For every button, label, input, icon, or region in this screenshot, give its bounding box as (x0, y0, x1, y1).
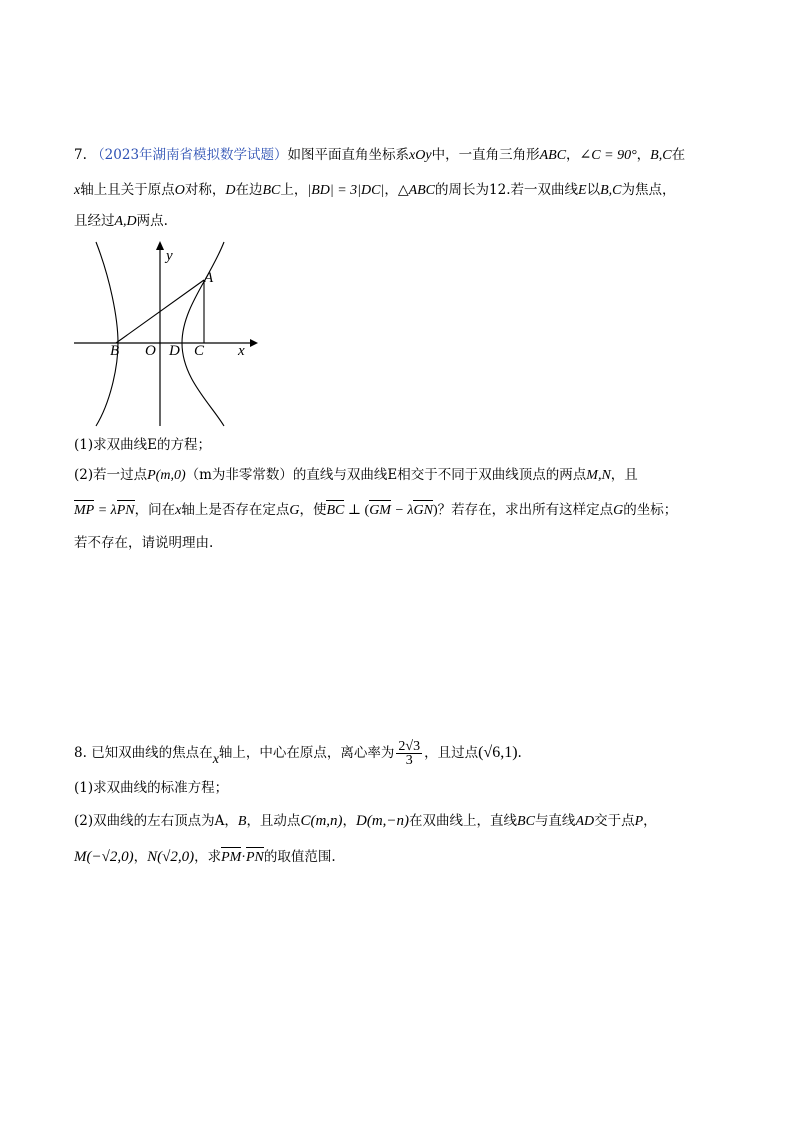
math-abc: ABC (539, 148, 567, 163)
math-point-m: M(−√2,0) (74, 849, 134, 865)
math-o: O (174, 183, 185, 198)
math-ad: A,D (114, 214, 137, 229)
q7-text: 上， (280, 182, 308, 198)
q7-text: 的坐标； (623, 502, 678, 518)
q8-text: ， (342, 813, 357, 829)
math-mn: M,N (586, 468, 611, 483)
q7-line1 (74, 146, 685, 165)
label-c: C (194, 343, 205, 359)
q7-text: 且经过 (74, 213, 115, 229)
q7-source: （2023年湖南省模拟数学试题） (91, 147, 288, 163)
q7-line3 (74, 212, 168, 231)
eccentricity-fraction (396, 740, 422, 767)
math-x: x (74, 183, 81, 198)
vector-mp: MP (74, 503, 95, 518)
q8-text: ，求 (194, 849, 222, 865)
q8-part1: (1)求双曲线的标准方程； (74, 780, 229, 796)
q7-text: 如图平面直角坐标系 (287, 147, 410, 163)
math-point-p: P(m,0) (147, 468, 186, 483)
math-bc: B,C (650, 148, 672, 163)
q7-text: 在边 (235, 182, 263, 198)
q7-text: ，且 (610, 467, 638, 483)
q7-text: 轴上是否存在定点 (181, 502, 290, 518)
math-e: E (578, 183, 587, 198)
q7-part2-line3: 若不存在，请说明理由. (74, 535, 214, 551)
vector-gm: GM (369, 503, 391, 518)
math-point-c: C(m,n) (300, 813, 343, 829)
label-y: y (166, 248, 173, 264)
q8-text: ， (133, 849, 148, 865)
math-x: x (175, 503, 182, 518)
math-d: D (225, 183, 236, 198)
q7-text: ， (384, 182, 398, 198)
q7-text: 在 (671, 147, 686, 163)
q8-line1 (74, 738, 522, 769)
q8-text: 在双曲线上，直线 (409, 813, 518, 829)
vector-gn: GN (413, 503, 433, 518)
math-bd-eq: |BD| = 3|DC| (307, 183, 385, 198)
q7-text: ， (636, 147, 651, 163)
hyperbola-left-branch (96, 242, 118, 426)
vector-pm: PM (221, 850, 242, 865)
q8-part2-line2 (74, 848, 336, 867)
math-point-d: D(m,−n) (356, 813, 410, 829)
q8-text: 的取值范围. (263, 849, 336, 865)
label-b: B (110, 343, 120, 359)
q8-text: ，且过点 (424, 745, 479, 761)
math-angle: ∠C = 90° (579, 148, 637, 163)
label-o: O (145, 343, 156, 359)
math-bc: BC (262, 183, 281, 198)
q7-text: 以 (586, 182, 601, 198)
math-triangle: △ABC (397, 183, 436, 198)
q8-text: 已知双曲线的焦点在 (91, 745, 213, 761)
vector-pn: PN (245, 850, 264, 865)
math-xoy: xOy (409, 148, 432, 163)
q8-text: 交于点 (594, 813, 635, 829)
math-eq-lambda: = λ (94, 503, 117, 518)
q7-line2 (74, 181, 675, 200)
q7-text: ？若存在，求出所有这样定点 (437, 502, 614, 518)
q7-part1: (1)求双曲线E的方程； (74, 437, 211, 453)
math-x: x (212, 752, 219, 767)
q7-text: 两点. (136, 213, 168, 229)
q7-text: 的周长为12.若一双曲线 (435, 182, 579, 198)
math-close: ) (432, 503, 438, 518)
q7-text: 轴上且关于原点 (80, 182, 175, 198)
q7-part2-line1 (74, 466, 638, 485)
fraction-numerator: 2√3 (398, 739, 421, 754)
q8-text: . (517, 745, 522, 761)
label-x: x (238, 343, 245, 359)
x-axis-arrow (250, 339, 258, 347)
q8-text: (2)双曲线的左右顶点为A， (74, 813, 238, 829)
math-g: G (613, 503, 624, 518)
math-bc: BC (517, 814, 535, 829)
hyperbola-right-branch (182, 242, 224, 426)
math-g: G (289, 503, 300, 518)
math-point-n: N(√2,0) (147, 849, 195, 865)
q7-text: ，使 (299, 502, 327, 518)
q8-text: ， (643, 813, 657, 829)
math-ad: AD (575, 814, 595, 829)
q7-text: （m为非零常数）的直线与双曲线E相交于不同于双曲线顶点的两点 (185, 467, 587, 483)
fraction-denominator: 3 (405, 753, 413, 768)
vector-pn: PN (116, 503, 135, 518)
q8-text: 与直线 (534, 813, 576, 829)
label-a: A (204, 270, 214, 286)
q8-text: 轴上，中心在原点，离心率为 (218, 745, 395, 761)
math-p: P (634, 814, 644, 829)
q8-part2-line1 (74, 812, 657, 831)
q7-text: ， (566, 147, 580, 163)
y-axis-arrow (156, 241, 164, 250)
math-b: B (237, 814, 247, 829)
q8-number: 8. (74, 745, 87, 761)
math-bc: B,C (600, 183, 622, 198)
math-point: (√6,1) (478, 744, 518, 761)
q7-text: 对称， (184, 182, 226, 198)
vector-bc: BC (326, 503, 345, 518)
math-minus-lambda: − λ (390, 503, 414, 518)
q7-text: ，问在 (134, 502, 176, 518)
label-d: D (169, 343, 180, 359)
math-perp: ⊥ ( (344, 503, 370, 518)
q7-text: (2)若一过点 (74, 467, 148, 483)
q7-part2-line2 (74, 501, 677, 520)
q7-text: 中，一直角三角形 (431, 147, 540, 163)
q8-text: ，且动点 (246, 813, 301, 829)
q7-number: 7. (74, 147, 87, 163)
math-dot: · (241, 850, 246, 865)
q7-text: 为焦点， (621, 182, 676, 198)
hyperbola-figure (70, 238, 260, 428)
